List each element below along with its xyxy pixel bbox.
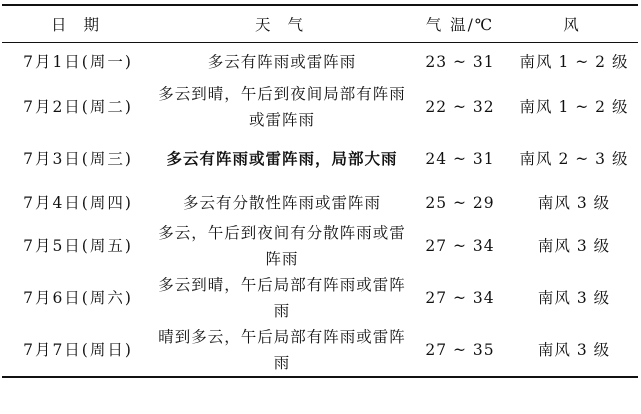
cell-temperature: 25 ~ 29: [425, 193, 495, 212]
table-body: [2, 43, 638, 378]
cell-date: 7月4日(周四): [23, 193, 133, 212]
header-weather: 天 气: [154, 5, 410, 43]
cell-date: 7月3日(周三): [23, 150, 133, 168]
header-wind: 风: [510, 5, 638, 43]
cell-date: 7月5日(周五): [23, 237, 133, 255]
table-row: [2, 272, 638, 324]
table-row: [2, 324, 638, 377]
cell-date: 7月7日(周日): [2, 324, 154, 377]
cell-temperature: 22 ~ 32: [425, 98, 495, 116]
header-temperature: 气 温/℃: [410, 5, 510, 43]
table-row: [2, 220, 638, 272]
cell-wind: 南风 3 级: [537, 289, 611, 307]
cell-temperature: 27 ~ 34: [425, 237, 495, 255]
header-row: [2, 5, 638, 43]
cell-date: 7月6日(周六): [23, 289, 133, 307]
cell-wind: 南风 2 ~ 3 级: [519, 150, 629, 168]
cell-weather: 晴到多云，午后局部有阵雨或雷阵雨: [154, 324, 410, 377]
cell-weather: 多云有阵雨或雷阵雨，局部大雨: [166, 149, 398, 168]
cell-wind: 南风 1 ~ 2 级: [519, 53, 629, 71]
cell-temperature: 23 ~ 31: [425, 53, 495, 71]
table-row: [2, 133, 638, 185]
cell-date: 7月1日(周一): [23, 53, 133, 71]
cell-temperature: 27 ~ 34: [425, 289, 495, 307]
cell-weather: 多云有分散性阵雨或雷阵雨: [182, 193, 381, 212]
cell-wind: 南风 3 级: [537, 193, 611, 212]
cell-wind: 南风 3 级: [510, 324, 638, 377]
weather-forecast-table: [2, 4, 638, 378]
table-row: [2, 185, 638, 220]
table-row: [2, 43, 638, 82]
table-header: [2, 5, 638, 43]
cell-date: 7月2日(周二): [23, 98, 133, 116]
cell-weather: 多云，午后到夜间有分散阵雨或雷阵雨: [158, 224, 406, 268]
header-date: 日 期: [2, 5, 154, 43]
cell-weather: 多云到晴，午后到夜间局部有阵雨或雷阵雨: [158, 85, 406, 129]
cell-temperature: 24 ~ 31: [425, 150, 495, 168]
cell-temperature: 27 ~ 35: [410, 324, 510, 377]
table-row: [2, 81, 638, 133]
cell-wind: 南风 1 ~ 2 级: [519, 98, 629, 116]
cell-wind: 南风 3 级: [537, 237, 611, 255]
cell-weather: 多云到晴，午后局部有阵雨或雷阵雨: [158, 276, 406, 320]
cell-weather: 多云有阵雨或雷阵雨: [207, 53, 357, 71]
